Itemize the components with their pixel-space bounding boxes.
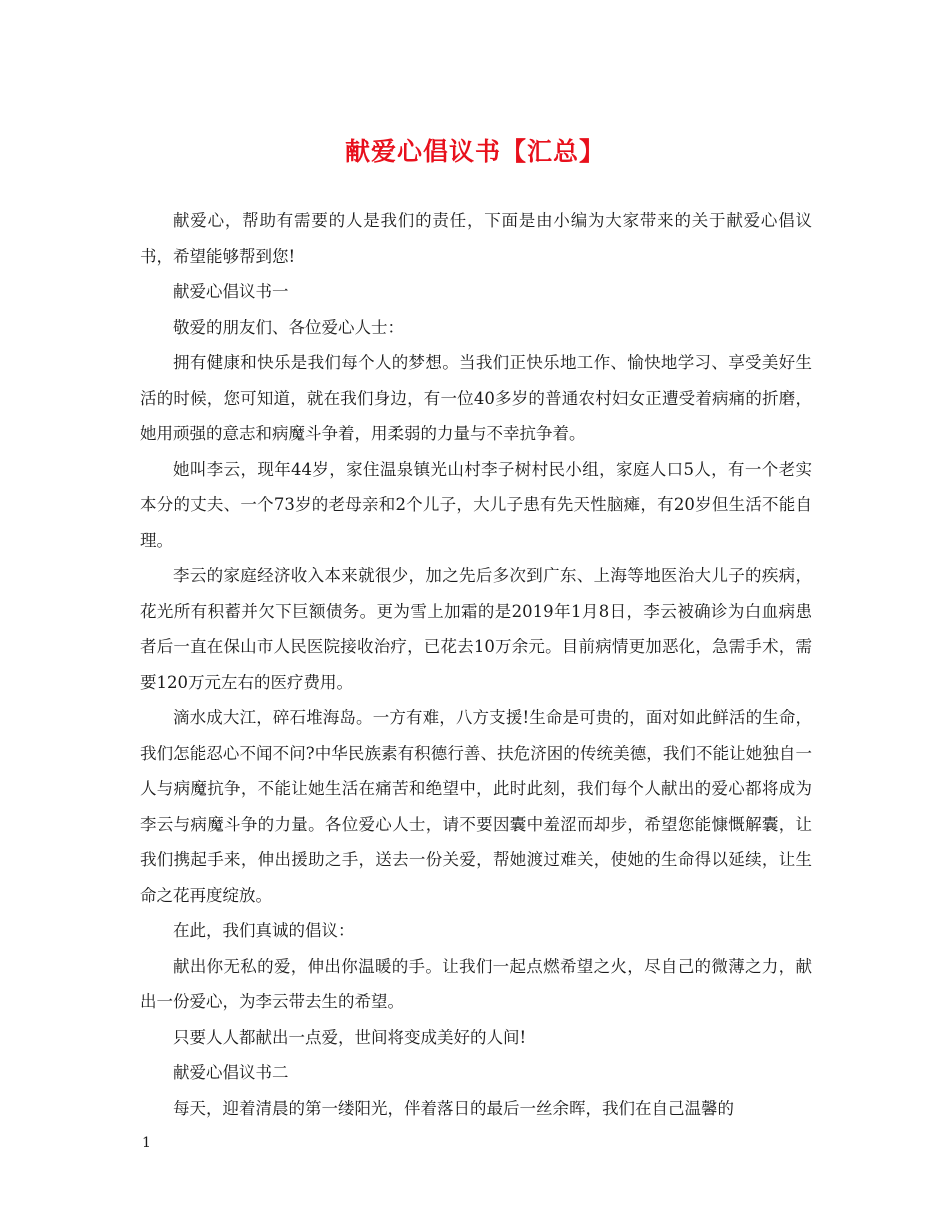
document-title: 献爱心倡议书【汇总】 [344,137,605,166]
paragraph: 在此，我们真诚的倡议： [173,921,355,940]
paragraph: 李云的家庭经济收入本来就很少，加之先后多次到广东、上海等地医治大儿子的疾病，花光所有积蓄并欠下巨额债务。更为雪上加霜的是2019年1月8日，李云被确诊为白血病患者后一直在保山市人民医院接收治疗，已花去10万余元。目前病情更加恶化，急需手术，需要120万元左右的医疗费用。 [140,566,812,692]
paragraph: 每天，迎着清晨的第一缕阳光，伴着落日的最后一丝余晖，我们在自己温馨的 [173,1098,734,1118]
page-number: 1 [142,1135,151,1151]
salutation: 敬爱的朋友们、各位爱心人士： [173,317,404,337]
section-heading-two: 献爱心倡议书二 [173,1063,289,1082]
paragraph: 滴水成大江，碎石堆海岛。一方有难，八方支援!生命是可贵的，面对如此鲜活的生命，我们怎能忍心不闻不问?中华民族素有积德行善、扶危济困的传统美德，我们不能让她独自一人与病魔抗争，不能让她生活在痛苦和绝望中，此时此刻，我们每个人献出的爱心都将成为李云与病魔斗争的力量。各位爱心人士，请不要因囊中羞涩而却步，希望您能慷慨解囊，让我们携起手来，伸出援助之手，送去一份关爱，帮她渡过难关，使她的生命得以延续，让生命之花再度绽放。 [140,708,812,905]
section-heading-one: 献爱心倡议书一 [173,282,289,301]
document-body [140,203,812,1126]
paragraph-intro: 献爱心，帮助有需要的人是我们的责任，下面是由小编为大家带来的关于献爱心倡议书，希望能够帮到您! [140,211,812,266]
paragraph: 她叫李云，现年44岁，家住温泉镇光山村李子树村民小组，家庭人口5人，有一个老实本分的丈夫、一个73岁的老母亲和2个儿子，大儿子患有先天性脑瘫，有20岁但生活不能自理。 [140,459,812,550]
paragraph: 献出你无私的爱，伸出你温暖的手。让我们一起点燃希望之火，尽自己的微薄之力，献出一份爱心，为李云带去生的希望。 [140,956,812,1011]
paragraph: 只要人人都献出一点爱，世间将变成美好的人间! [173,1027,527,1047]
paragraph: 拥有健康和快乐是我们每个人的梦想。当我们正快乐地工作、愉快地学习、享受美好生活的时候，您可知道，就在我们身边，有一位40多岁的普通农村妇女正遭受着病痛的折磨，她用顽强的意志和病魔斗争着，用柔弱的力量与不幸抗争着。 [140,353,812,443]
